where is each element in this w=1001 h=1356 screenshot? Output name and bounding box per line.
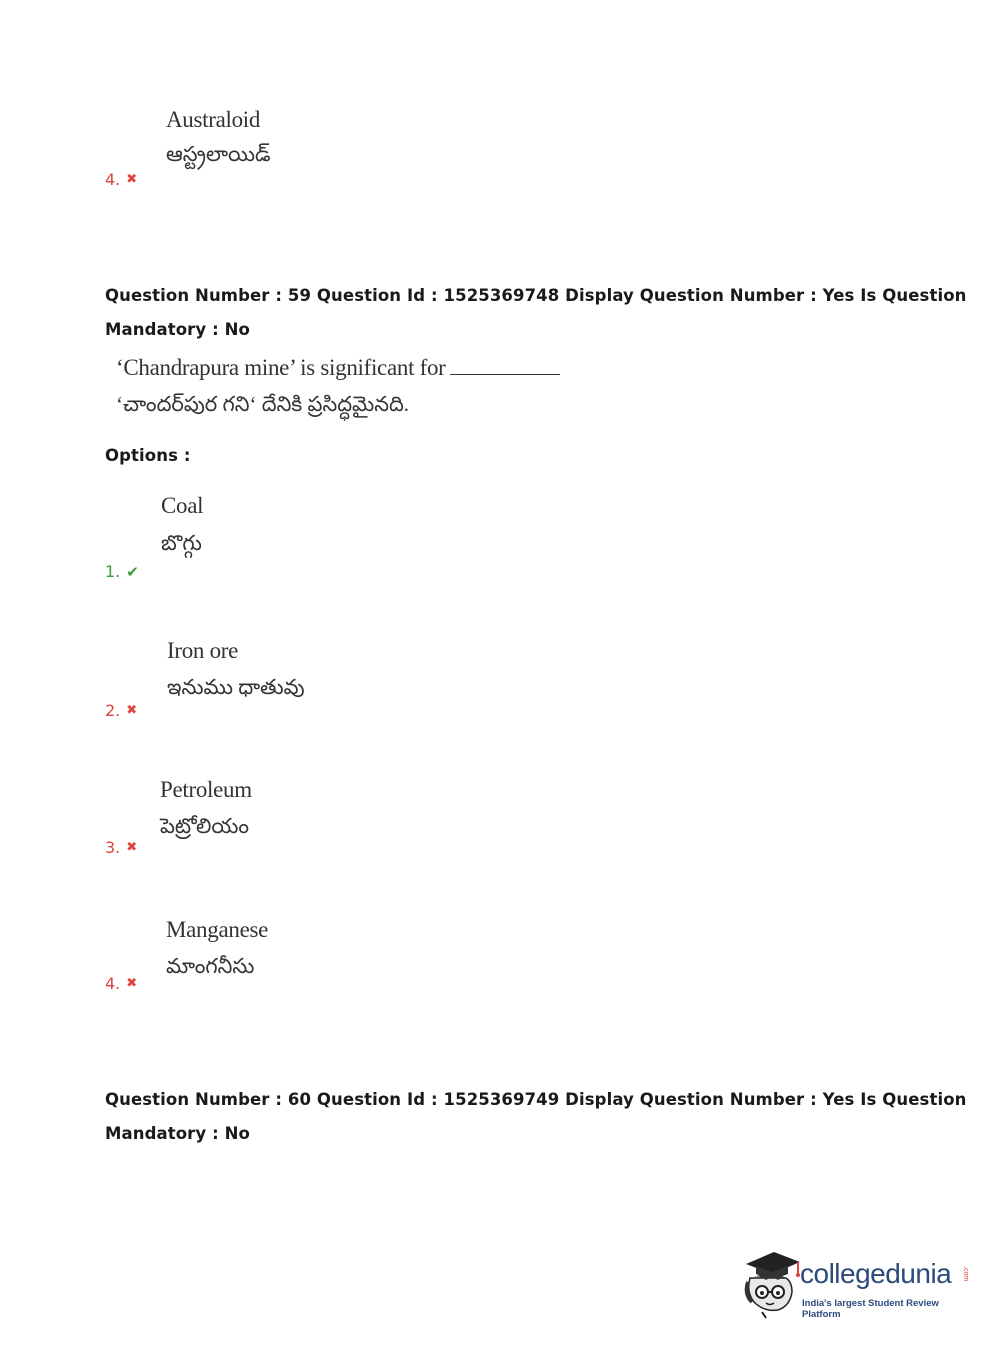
option-number: 2.: [105, 701, 121, 720]
prev-option-4-number: [105, 170, 137, 189]
option-number: 3.: [105, 838, 121, 857]
option-2-te: ఇనుము ధాతువు: [167, 675, 305, 699]
question-59-text-en: [116, 355, 560, 381]
mascot-icon: [742, 1248, 802, 1320]
cross-icon: ✖: [126, 703, 138, 718]
option-1-number: [105, 562, 139, 581]
logo-tagline: India's largest Student Review Platform: [802, 1298, 939, 1320]
logo-wordmark: collegedunia: [800, 1258, 952, 1289]
options-label: Options :: [105, 446, 191, 465]
option-1-en: Coal: [161, 493, 204, 518]
question-text: ‘Chandrapura mine’ is significant for: [116, 355, 446, 380]
option-number: 4.: [105, 974, 121, 993]
cross-icon: ✖: [126, 172, 138, 187]
question-60-meta-line1: Question Number : 60 Question Id : 1525369749 Display Question Number : Yes Is Question: [105, 1090, 967, 1109]
option-3-en: Petroleum: [160, 777, 252, 802]
logo-suffix: .com: [962, 1266, 969, 1282]
collegedunia-logo: [742, 1248, 972, 1320]
prev-option-4-te: ఆస్ట్రలాయిడ్: [166, 142, 271, 166]
option-3-te: పెట్రోలియం: [160, 814, 250, 838]
question-59-meta-line1: Question Number : 59 Question Id : 1525369748 Display Question Number : Yes Is Question: [105, 286, 967, 305]
cross-icon: ✖: [126, 840, 138, 855]
question-59-text-te: ‘చాందర్‌పుర గని‘ దేనికి ప్రసిద్ధమైనది.: [116, 392, 410, 416]
cross-icon: ✖: [126, 976, 138, 991]
question-60-meta-line2: Mandatory : No: [105, 1124, 250, 1143]
option-4-number: [105, 974, 137, 993]
prev-option-4-en: Australoid: [166, 107, 261, 132]
option-4-en: Manganese: [166, 917, 269, 942]
option-number: 1.: [105, 562, 121, 581]
option-4-te: మాంగనీసు: [166, 954, 255, 978]
option-number: 4.: [105, 170, 121, 189]
option-3-number: [105, 838, 137, 857]
option-2-number: [105, 701, 137, 720]
option-1-te: బొగ్గు: [161, 531, 202, 555]
question-59-meta-line2: Mandatory : No: [105, 320, 250, 339]
answer-blank: [450, 356, 560, 375]
check-icon: ✔: [126, 562, 139, 581]
option-2-en: Iron ore: [167, 638, 239, 663]
